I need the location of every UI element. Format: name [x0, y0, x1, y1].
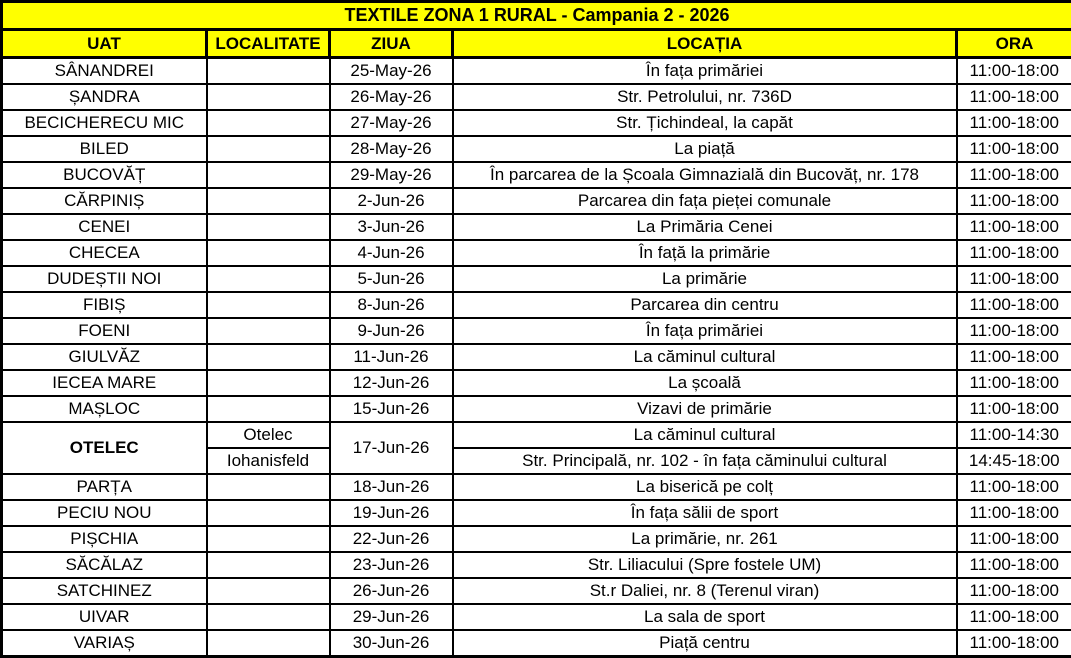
locatia-cell: La Primăria Cenei — [453, 214, 957, 240]
table-row — [2, 630, 1071, 657]
localitate-cell: Iohanisfeld — [207, 448, 330, 474]
uat-cell: BUCOVĂȚ — [2, 162, 207, 188]
localitate-cell: Otelec — [207, 422, 330, 448]
uat-cell: CENEI — [2, 214, 207, 240]
uat-cell: PIȘCHIA — [2, 526, 207, 552]
ziua-cell: 26-Jun-26 — [330, 578, 453, 604]
ora-cell: 11:00-18:00 — [957, 344, 1071, 370]
uat-cell: BILED — [2, 136, 207, 162]
locatia-cell: Parcarea din centru — [453, 292, 957, 318]
ora-cell: 11:00-18:00 — [957, 240, 1071, 266]
ora-cell: 11:00-18:00 — [957, 474, 1071, 500]
uat-cell: IECEA MARE — [2, 370, 207, 396]
ziua-cell: 18-Jun-26 — [330, 474, 453, 500]
ora-cell: 11:00-18:00 — [957, 604, 1071, 630]
ora-cell: 11:00-18:00 — [957, 136, 1071, 162]
column-header-uat: UAT — [2, 30, 207, 58]
table-head — [2, 2, 1071, 58]
localitate-cell — [207, 266, 330, 292]
table-row — [2, 292, 1071, 318]
uat-cell: SÂNANDREI — [2, 58, 207, 85]
localitate-cell — [207, 370, 330, 396]
table-row — [2, 136, 1071, 162]
uat-cell: SATCHINEZ — [2, 578, 207, 604]
localitate-cell — [207, 604, 330, 630]
table-row — [2, 604, 1071, 630]
locatia-cell: În față la primărie — [453, 240, 957, 266]
locatia-cell: Str. Liliacului (Spre fostele UM) — [453, 552, 957, 578]
ora-cell: 11:00-18:00 — [957, 214, 1071, 240]
localitate-cell — [207, 474, 330, 500]
ziua-cell: 29-May-26 — [330, 162, 453, 188]
column-header-ora: ORA — [957, 30, 1071, 58]
localitate-cell — [207, 318, 330, 344]
locatia-cell: La căminul cultural — [453, 344, 957, 370]
ora-cell: 11:00-18:00 — [957, 630, 1071, 657]
locatia-cell: La căminul cultural — [453, 422, 957, 448]
ziua-cell: 17-Jun-26 — [330, 422, 453, 474]
locatia-cell: Str. Principală, nr. 102 - în fața căminului cultural — [453, 448, 957, 474]
localitate-cell — [207, 630, 330, 657]
ora-cell: 11:00-18:00 — [957, 162, 1071, 188]
localitate-cell — [207, 396, 330, 422]
ora-cell: 11:00-18:00 — [957, 526, 1071, 552]
locatia-cell: La primărie, nr. 261 — [453, 526, 957, 552]
uat-cell: SĂCĂLAZ — [2, 552, 207, 578]
localitate-cell — [207, 526, 330, 552]
ora-cell: 11:00-18:00 — [957, 500, 1071, 526]
ziua-cell: 29-Jun-26 — [330, 604, 453, 630]
localitate-cell — [207, 110, 330, 136]
column-header-localitate: LOCALITATE — [207, 30, 330, 58]
column-header-locatia: LOCAȚIA — [453, 30, 957, 58]
ziua-cell: 12-Jun-26 — [330, 370, 453, 396]
ziua-cell: 3-Jun-26 — [330, 214, 453, 240]
localitate-cell — [207, 344, 330, 370]
ziua-cell: 25-May-26 — [330, 58, 453, 85]
localitate-cell — [207, 214, 330, 240]
locatia-cell: În fața sălii de sport — [453, 500, 957, 526]
localitate-cell — [207, 578, 330, 604]
ora-cell: 11:00-18:00 — [957, 578, 1071, 604]
uat-cell: UIVAR — [2, 604, 207, 630]
table-body — [2, 58, 1071, 657]
ora-cell: 11:00-18:00 — [957, 552, 1071, 578]
ora-cell: 11:00-18:00 — [957, 370, 1071, 396]
column-header-ziua: ZIUA — [330, 30, 453, 58]
localitate-cell — [207, 552, 330, 578]
table-row — [2, 552, 1071, 578]
table-row — [2, 266, 1071, 292]
table-row — [2, 110, 1071, 136]
locatia-cell: La primărie — [453, 266, 957, 292]
table-row — [2, 188, 1071, 214]
table-title: TEXTILE ZONA 1 RURAL - Campania 2 - 2026 — [2, 2, 1071, 30]
ziua-cell: 23-Jun-26 — [330, 552, 453, 578]
locatia-cell: Str. Țichindeal, la capăt — [453, 110, 957, 136]
uat-cell: ȘANDRA — [2, 84, 207, 110]
table-row — [2, 500, 1071, 526]
header-row — [2, 30, 1071, 58]
uat-cell: FOENI — [2, 318, 207, 344]
ora-cell: 11:00-18:00 — [957, 396, 1071, 422]
ziua-cell: 15-Jun-26 — [330, 396, 453, 422]
uat-cell: PARȚA — [2, 474, 207, 500]
table-row — [2, 474, 1071, 500]
ora-cell: 11:00-18:00 — [957, 188, 1071, 214]
locatia-cell: La piață — [453, 136, 957, 162]
uat-cell: CHECEA — [2, 240, 207, 266]
uat-cell: GIULVĂZ — [2, 344, 207, 370]
locatia-cell: În fața primăriei — [453, 318, 957, 344]
table-row — [2, 578, 1071, 604]
table-row — [2, 214, 1071, 240]
ziua-cell: 8-Jun-26 — [330, 292, 453, 318]
locatia-cell: La biserică pe colț — [453, 474, 957, 500]
table-row — [2, 526, 1071, 552]
locatia-cell: Piață centru — [453, 630, 957, 657]
ora-cell: 11:00-14:30 — [957, 422, 1071, 448]
ora-cell: 11:00-18:00 — [957, 266, 1071, 292]
ziua-cell: 22-Jun-26 — [330, 526, 453, 552]
localitate-cell — [207, 58, 330, 85]
uat-cell: MAȘLOC — [2, 396, 207, 422]
title-row — [2, 2, 1071, 30]
uat-cell: OTELEC — [2, 422, 207, 474]
localitate-cell — [207, 240, 330, 266]
table-row — [2, 58, 1071, 85]
ora-cell: 11:00-18:00 — [957, 58, 1071, 85]
uat-cell: FIBIȘ — [2, 292, 207, 318]
table-row — [2, 318, 1071, 344]
uat-cell: CĂRPINIȘ — [2, 188, 207, 214]
table-row — [2, 370, 1071, 396]
localitate-cell — [207, 500, 330, 526]
locatia-cell: Str. Petrolului, nr. 736D — [453, 84, 957, 110]
uat-cell: DUDEȘTII NOI — [2, 266, 207, 292]
ziua-cell: 5-Jun-26 — [330, 266, 453, 292]
table-row — [2, 84, 1071, 110]
locatia-cell: Vizavi de primărie — [453, 396, 957, 422]
ziua-cell: 26-May-26 — [330, 84, 453, 110]
localitate-cell — [207, 292, 330, 318]
locatia-cell: La școală — [453, 370, 957, 396]
ora-cell: 11:00-18:00 — [957, 292, 1071, 318]
ziua-cell: 11-Jun-26 — [330, 344, 453, 370]
ora-cell: 11:00-18:00 — [957, 110, 1071, 136]
table-row — [2, 344, 1071, 370]
table-row — [2, 422, 1071, 448]
localitate-cell — [207, 188, 330, 214]
table-row — [2, 396, 1071, 422]
ora-cell: 11:00-18:00 — [957, 84, 1071, 110]
ziua-cell: 2-Jun-26 — [330, 188, 453, 214]
ziua-cell: 4-Jun-26 — [330, 240, 453, 266]
table-row — [2, 240, 1071, 266]
uat-cell: VARIAȘ — [2, 630, 207, 657]
uat-cell: PECIU NOU — [2, 500, 207, 526]
table-row — [2, 162, 1071, 188]
ziua-cell: 28-May-26 — [330, 136, 453, 162]
locatia-cell: În fața primăriei — [453, 58, 957, 85]
ziua-cell: 19-Jun-26 — [330, 500, 453, 526]
uat-cell: BECICHERECU MIC — [2, 110, 207, 136]
locatia-cell: Parcarea din fața pieței comunale — [453, 188, 957, 214]
localitate-cell — [207, 162, 330, 188]
locatia-cell: St.r Daliei, nr. 8 (Terenul viran) — [453, 578, 957, 604]
locatia-cell: În parcarea de la Școala Gimnazială din Bucovăț, nr. 178 — [453, 162, 957, 188]
ora-cell: 11:00-18:00 — [957, 318, 1071, 344]
ora-cell: 14:45-18:00 — [957, 448, 1071, 474]
ziua-cell: 9-Jun-26 — [330, 318, 453, 344]
localitate-cell — [207, 136, 330, 162]
locatia-cell: La sala de sport — [453, 604, 957, 630]
ziua-cell: 30-Jun-26 — [330, 630, 453, 657]
localitate-cell — [207, 84, 330, 110]
ziua-cell: 27-May-26 — [330, 110, 453, 136]
